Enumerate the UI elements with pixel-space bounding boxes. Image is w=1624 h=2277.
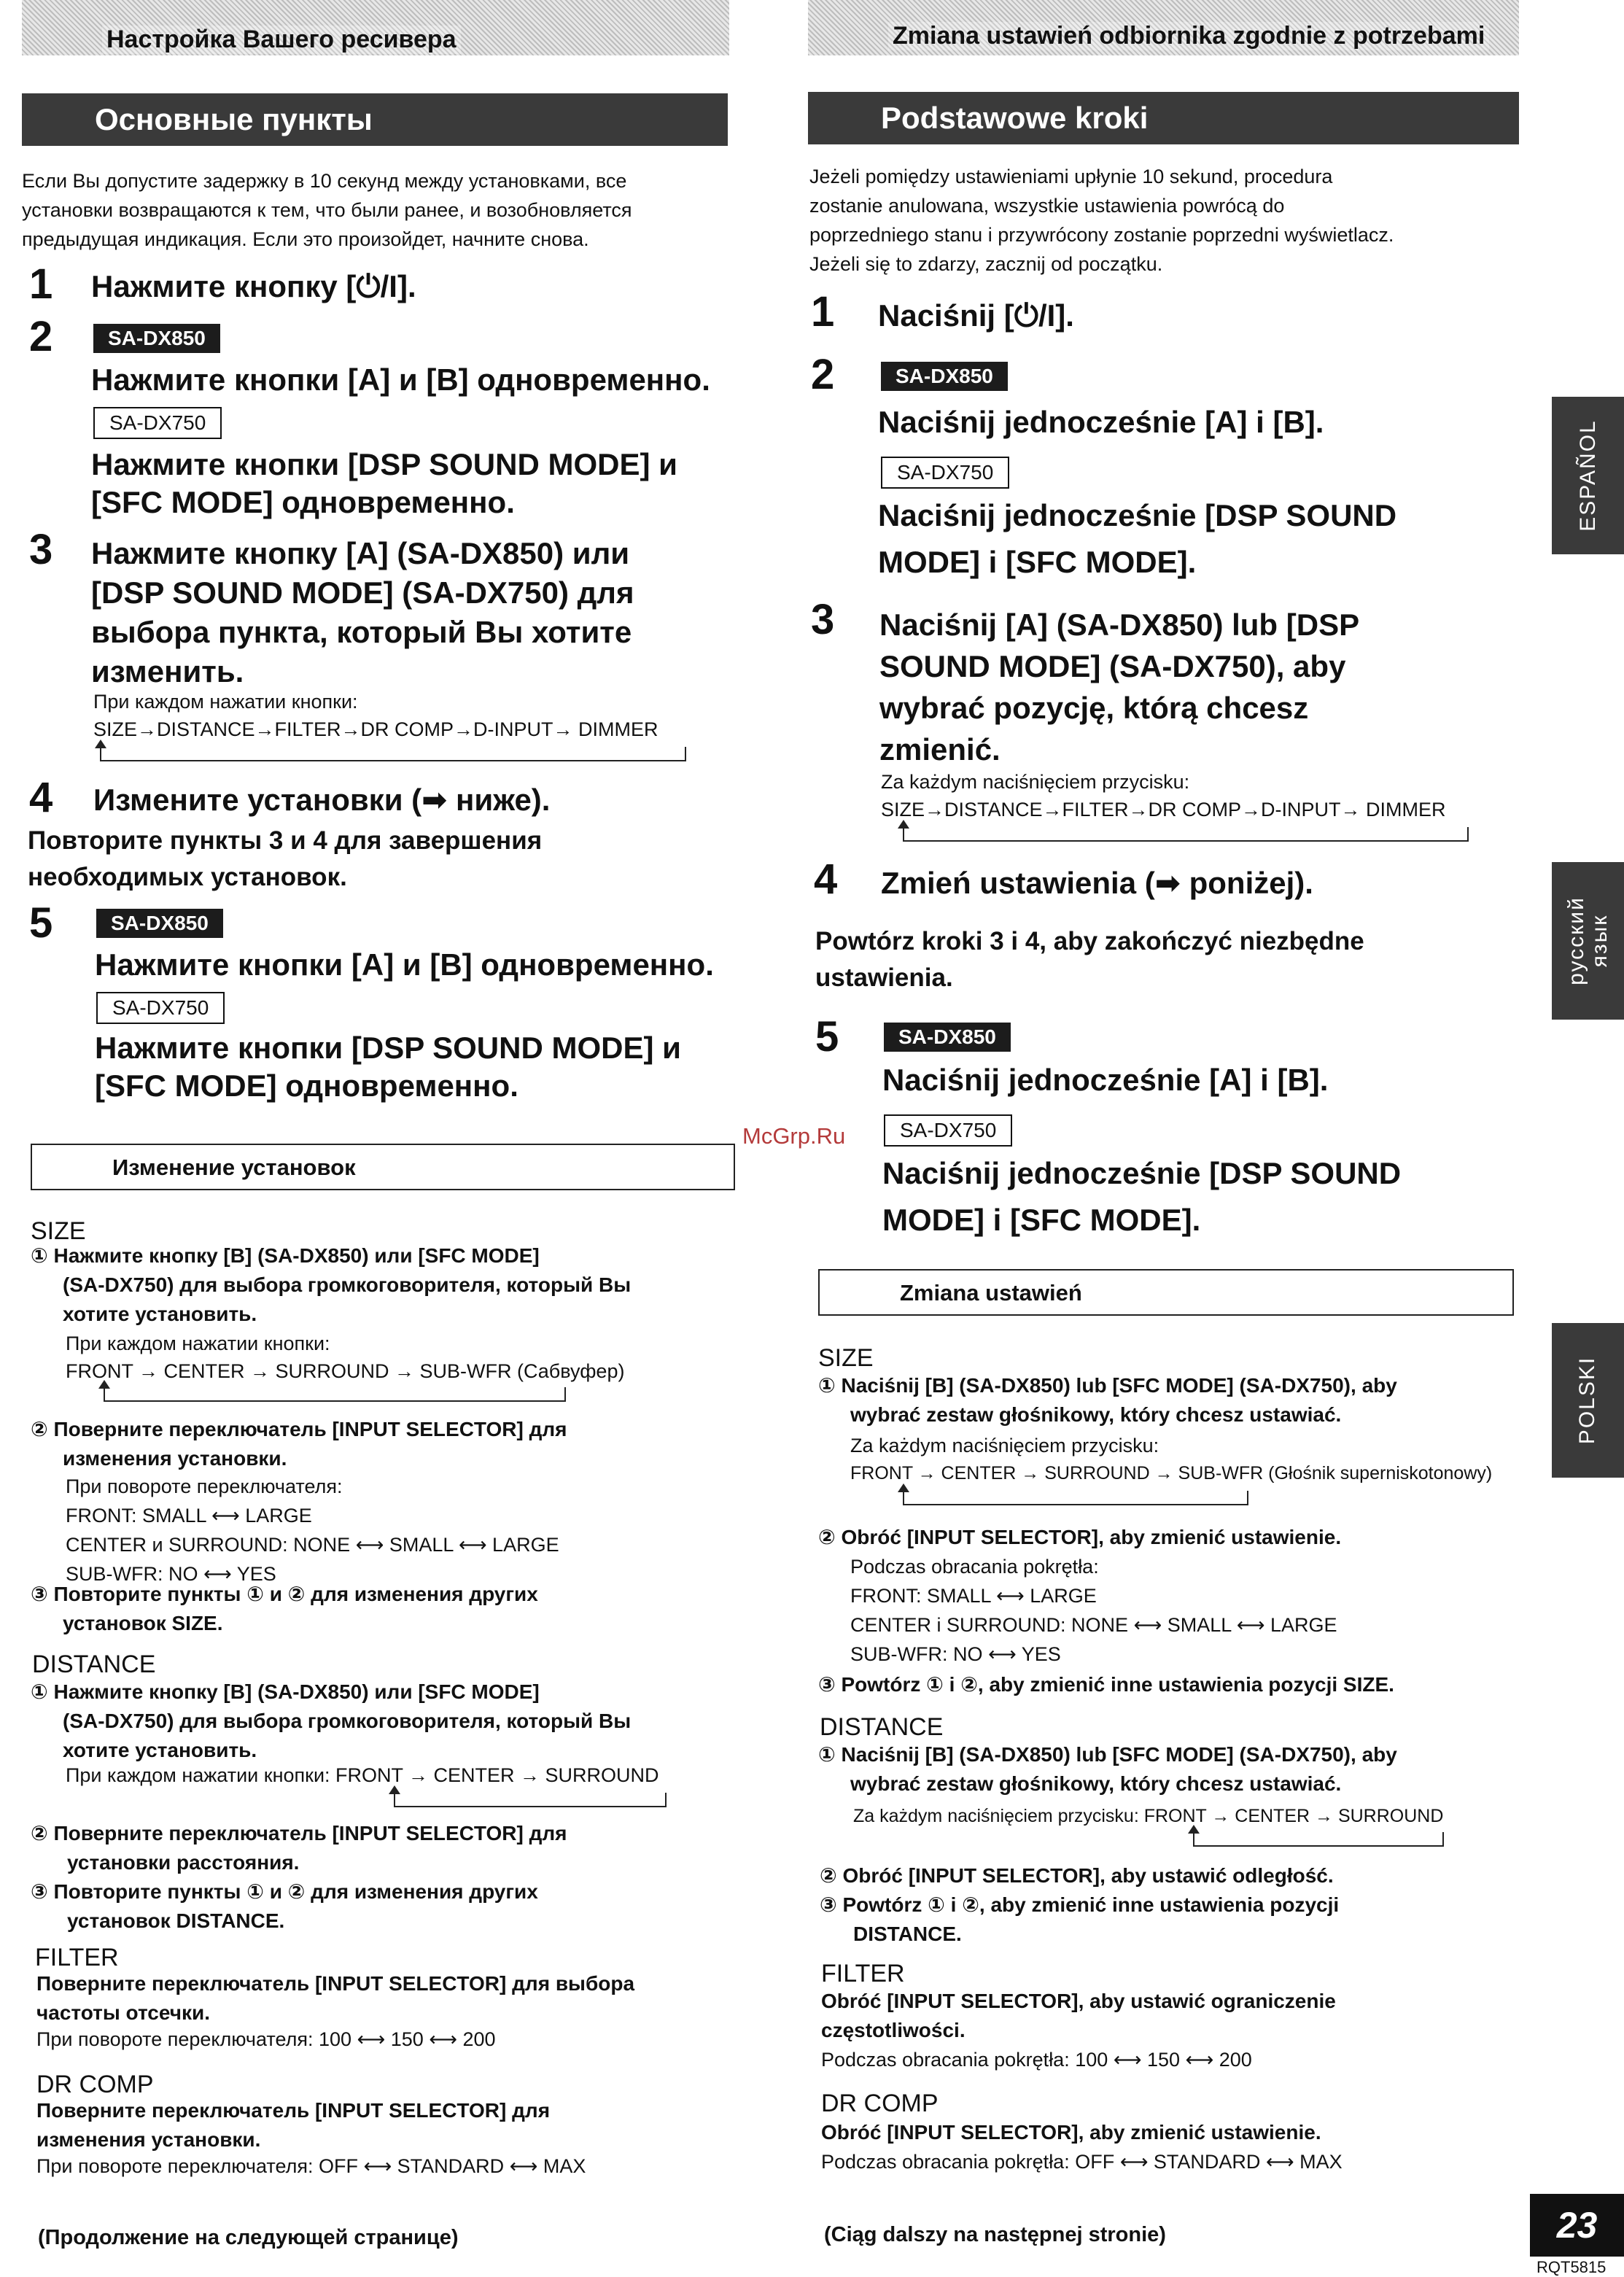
right-step3-note: Za każdym naciśnięciem przycisku: xyxy=(881,771,1190,793)
right-continued-footer: (Ciąg dalszy na następnej stronie) xyxy=(824,2223,1166,2246)
left-step5-number: 5 xyxy=(29,899,53,947)
left-size-note: При каждом нажатии кнопки: xyxy=(66,1333,330,1354)
sequence-loop-arrow xyxy=(903,827,1469,842)
left-distance-sequence: При каждом нажатии кнопки: FRONT → CENTER → SURROUND xyxy=(66,1764,659,1786)
right-step2-number: 2 xyxy=(811,351,835,398)
model-badge-dx750: SA-DX750 xyxy=(881,457,1009,489)
watermark: McGrp.Ru xyxy=(742,1123,846,1149)
language-tab-espanol: ESPAÑOL xyxy=(1552,397,1624,554)
left-distance-heading: DISTANCE xyxy=(32,1650,156,1678)
right-settings-box-title: Zmiana ustawień xyxy=(818,1269,1514,1316)
right-section-title: Podstawowe kroki xyxy=(808,92,1519,144)
right-step5-line-b2: MODE] i [SFC MODE]. xyxy=(882,1203,1201,1237)
right-size-heading: SIZE xyxy=(818,1344,874,1372)
right-step2-line-b2: MODE] i [SFC MODE]. xyxy=(878,545,1197,579)
left-step4-number: 4 xyxy=(29,774,53,821)
right-filter-values: Podczas obracania pokrętła: 100 ⟷ 150 ⟷ 200 xyxy=(821,2049,1252,2071)
right-size-values: Podczas obracania pokrętła: FRONT: SMALL ⟷ LARGE CENTER i SURROUND: NONE ⟷ SMALL ⟷ LARGE SUB-WFR: NO ⟷ YES xyxy=(850,1556,1337,1665)
left-distance-step1: ① Нажмите кнопку [B] (SA-DX850) или [SFC MODE] (SA-DX750) для выбора громкоговорителя, который Вы хотите установить. xyxy=(31,1680,632,1761)
left-drcomp-heading: DR COMP xyxy=(36,2071,154,2098)
right-size-step3: ③ Powtórz ① i ②, aby zmienić inne ustawienia pozycji SIZE. xyxy=(818,1673,1394,1696)
left-step3-note: При каждом нажатии кнопки: xyxy=(93,691,358,713)
right-step1-number: 1 xyxy=(811,288,835,335)
sequence-loop-arrow xyxy=(104,1387,566,1402)
right-size-note: Za każdym naciśnięciem przycisku: xyxy=(850,1435,1159,1456)
left-drcomp-text: Поверните переключатель [INPUT SELECTOR] для изменения установки. xyxy=(36,2099,551,2151)
left-step2-line-a: Нажмите кнопки [A] и [B] одновременно. xyxy=(91,362,710,397)
sequence-loop-arrow xyxy=(394,1793,667,1807)
right-step4-repeat: Powtórz kroki 3 i 4, aby zakończyć niezbędne ustawienia. xyxy=(815,927,1364,992)
left-settings-box-title: Изменение установок xyxy=(31,1144,735,1190)
right-distance-sequence: Za każdym naciśnięciem przycisku: FRONT → CENTER → SURROUND xyxy=(853,1806,1444,1826)
left-step4-text: Измените установки (➡ ниже). xyxy=(93,783,551,817)
right-distance-step2: ② Obróć [INPUT SELECTOR], aby ustawić odległość. xyxy=(820,1864,1334,1887)
left-header-band: Настройка Вашего ресивера xyxy=(22,0,729,55)
right-step4-number: 4 xyxy=(814,856,838,903)
right-size-step2: ② Obróć [INPUT SELECTOR], aby zmienić ustawienie. xyxy=(818,1526,1342,1548)
left-continued-footer: (Продолжение на следующей странице) xyxy=(38,2226,459,2249)
left-size-step1: ① Нажмите кнопку [B] (SA-DX850) или [SFC MODE] (SA-DX750) для выбора громкоговорителя, который Вы хотите установить. xyxy=(31,1244,632,1325)
right-drcomp-heading: DR COMP xyxy=(821,2090,939,2117)
left-step5-line-b2: [SFC MODE] одновременно. xyxy=(95,1068,518,1103)
right-size-step1: ① Naciśnij [B] (SA-DX850) lub [SFC MODE] (SA-DX750), aby wybrać zestaw głośnikowy, który chcesz ustawiać. xyxy=(818,1374,1397,1426)
left-section-title: Основные пункты xyxy=(22,93,728,146)
left-step3-sequence: SIZE→DISTANCE→FILTER→DR COMP→D-INPUT→ DIMMER xyxy=(93,718,658,740)
language-tab-russian: русский язык xyxy=(1552,862,1624,1020)
left-step2-number: 2 xyxy=(29,313,53,360)
left-step2-line-b2: [SFC MODE] одновременно. xyxy=(91,485,515,519)
right-filter-text: Obróć [INPUT SELECTOR], aby ustawić ograniczenie częstotliwości. xyxy=(821,1990,1336,2041)
left-filter-values: При повороте переключателя: 100 ⟷ 150 ⟷ 200 xyxy=(36,2028,496,2050)
right-filter-heading: FILTER xyxy=(821,1960,905,1987)
model-badge-dx850: SA-DX850 xyxy=(881,362,1008,391)
right-step5-number: 5 xyxy=(815,1013,839,1060)
sequence-loop-arrow xyxy=(903,1491,1248,1505)
right-distance-heading: DISTANCE xyxy=(820,1713,944,1741)
left-step3-text: Нажмите кнопку [A] (SA-DX850) или [DSP SOUND MODE] (SA-DX750) для выбора пункта, который Вы хотите изменить. xyxy=(91,536,634,688)
model-badge-dx750: SA-DX750 xyxy=(884,1114,1012,1147)
right-step2-line-b1: Naciśnij jednocześnie [DSP SOUND xyxy=(878,498,1397,532)
right-distance-step1: ① Naciśnij [B] (SA-DX850) lub [SFC MODE] (SA-DX750), aby wybrać zestaw głośnikowy, który chcesz ustawiać. xyxy=(818,1743,1397,1795)
left-intro: Если Вы допустите задержку в 10 секунд между установками, все установки возвращаются к тем, что были ранее, и возобновляется предыдущая индикация. Если это произойдет, начните снова. xyxy=(22,170,632,250)
left-size-step2: ② Поверните переключатель [INPUT SELECTOR] для изменения установки. xyxy=(31,1418,567,1470)
right-step2-line-a: Naciśnij jednocześnie [A] i [B]. xyxy=(878,405,1324,439)
model-badge-dx850: SA-DX850 xyxy=(93,324,220,353)
right-drcomp-text: Obróć [INPUT SELECTOR], aby zmienić ustawienie. xyxy=(821,2121,1321,2144)
left-drcomp-values: При повороте переключателя: OFF ⟷ STANDARD ⟷ MAX xyxy=(36,2155,586,2177)
left-step5-line-b1: Нажмите кнопки [DSP SOUND MODE] и xyxy=(95,1031,681,1065)
left-size-values: При повороте переключателя: FRONT: SMALL ⟷ LARGE CENTER и SURROUND: NONE ⟷ SMALL ⟷ LARGE SUB-WFR: NO ⟷ YES xyxy=(66,1475,559,1585)
right-step4-text: Zmień ustawienia (➡ poniżej). xyxy=(881,866,1313,900)
right-header-band: Zmiana ustawień odbiornika zgodnie z potrzebami xyxy=(808,0,1519,55)
left-step1-number: 1 xyxy=(29,260,53,308)
right-distance-step3: ③ Powtórz ① i ②, aby zmienić inne ustawienia pozycji DISTANCE. xyxy=(820,1893,1340,1945)
model-badge-dx750: SA-DX750 xyxy=(96,992,225,1024)
left-size-sequence: FRONT → CENTER → SURROUND → SUB-WFR (Сабвуфер) xyxy=(66,1360,625,1382)
left-step2-line-b1: Нажмите кнопки [DSP SOUND MODE] и xyxy=(91,447,677,481)
left-step3-number: 3 xyxy=(29,526,53,573)
right-size-sequence: FRONT → CENTER → SURROUND → SUB-WFR (Głośnik superniskotonowy) xyxy=(850,1463,1493,1483)
sequence-loop-arrow xyxy=(1193,1832,1444,1847)
left-filter-text: Поверните переключатель [INPUT SELECTOR] для выбора частоты отсечки. xyxy=(36,1972,635,2024)
language-tab-polski: POLSKI xyxy=(1552,1323,1624,1478)
left-distance-step3: ③ Повторите пункты ① и ② для изменения других установок DISTANCE. xyxy=(31,1880,538,1932)
page-number: 23 xyxy=(1530,2194,1624,2257)
right-step3-sequence: SIZE→DISTANCE→FILTER→DR COMP→D-INPUT→ DIMMER xyxy=(881,799,1446,821)
model-badge-dx850: SA-DX850 xyxy=(96,909,223,938)
model-badge-dx850: SA-DX850 xyxy=(884,1023,1011,1052)
sequence-loop-arrow xyxy=(100,747,686,761)
right-step5-line-b1: Naciśnij jednocześnie [DSP SOUND xyxy=(882,1156,1402,1190)
left-step4-repeat: Повторите пункты 3 и 4 для завершения необходимых установок. xyxy=(28,826,543,891)
document-code: RQT5815 xyxy=(1536,2258,1606,2276)
right-step3-number: 3 xyxy=(811,596,835,643)
right-step1-text: Naciśnij [⏻/I]. xyxy=(878,298,1074,333)
left-distance-step2: ② Поверните переключатель [INPUT SELECTOR] для установки расстояния. xyxy=(31,1822,567,1874)
model-badge-dx750: SA-DX750 xyxy=(93,407,222,439)
left-size-step3: ③ Повторите пункты ① и ② для изменения других установок SIZE. xyxy=(31,1583,538,1634)
left-step5-line-a: Нажмите кнопки [A] и [B] одновременно. xyxy=(95,947,714,982)
left-size-heading: SIZE xyxy=(31,1217,86,1245)
left-step1-text: Нажмите кнопку [⏻/I]. xyxy=(91,269,416,303)
right-step5-line-a: Naciśnij jednocześnie [A] i [B]. xyxy=(882,1063,1329,1097)
left-filter-heading: FILTER xyxy=(35,1944,119,1971)
right-intro: Jeżeli pomiędzy ustawieniami upłynie 10 sekund, procedura zostanie anulowana, wszystkie ustawienia powrócą do poprzedniego stanu i przywrócony zostanie poprzedni wyświetlacz. Jeżeli się to zdarzy, zacznij od początku. xyxy=(809,166,1394,275)
right-step3-text: Naciśnij [A] (SA-DX850) lub [DSP SOUND MODE] (SA-DX750), aby wybrać pozycję, którą chcesz zmienić. xyxy=(879,608,1360,767)
right-drcomp-values: Podczas obracania pokrętła: OFF ⟷ STANDARD ⟷ MAX xyxy=(821,2151,1343,2173)
